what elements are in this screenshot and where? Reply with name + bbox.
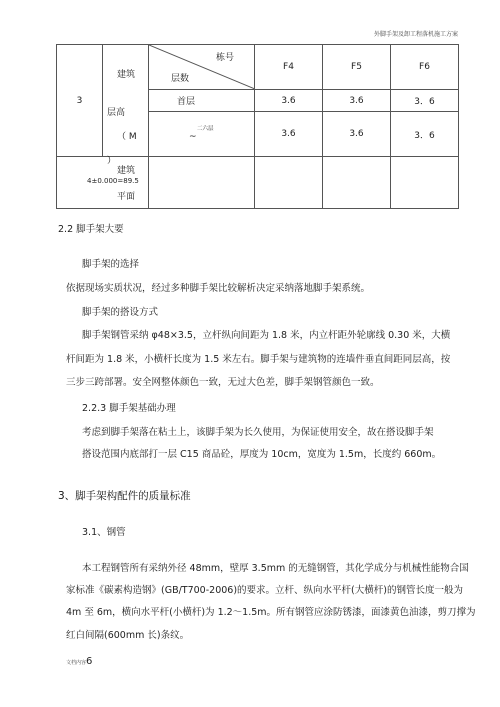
label-plan: 平面 <box>117 192 136 202</box>
label-building-4: 建筑 <box>117 166 136 176</box>
floor1-label: 首层 <box>149 90 255 112</box>
steel-pipe-line-4: 红白间隔(600mm 长)条纹。 <box>66 630 190 641</box>
diagonal-line <box>149 45 255 89</box>
erection-line-2: 杆间距为 1.8 米，小横杆长度为 1.5 米左右。脚手架与建筑物的连墙件垂直间距同层高，按 <box>66 354 451 365</box>
diag-header-building-no: 栋号 <box>215 53 234 63</box>
plan-cell-f4 <box>255 157 323 209</box>
steel-pipe-line-2: 家标准《碳素构造钢》(GB/T700-2006)的要求。立杆、纵向水平杆(大横杆)的钢管长度一般为 <box>66 585 463 596</box>
plan-cell-1 <box>149 157 255 209</box>
section-2-2: 2.2 脚手架大要 <box>58 224 124 235</box>
section-2-2-3: 2.2.3 脚手架基础办理 <box>82 403 176 414</box>
erection-title: 脚手架的搭设方式 <box>82 307 159 318</box>
foundation-line-1: 考虑到脚手架落在粘土上，该脚手架为长久使用，为保证使用安全，故在搭设脚手架 <box>82 427 434 438</box>
section-3-heading: 3、脚手架构配件的质量标准 <box>58 490 191 502</box>
floor2-label: 二六层 ~ <box>149 112 255 157</box>
selection-text: 依据现场实质状况，经过多种脚手架比较解析决定采纳落地脚手架系统。 <box>66 283 371 294</box>
selection-title: 脚手架的选择 <box>82 259 140 270</box>
floor1-f6: 3．6 <box>391 90 459 112</box>
page-number: 6 <box>86 656 93 667</box>
floor2-f6: 3．6 <box>391 112 459 157</box>
col-header-f4: F4 <box>255 45 323 90</box>
steel-pipe-line-3: 4m 至 6m，横向水平杆(小横杆)为 1.2～1.5m。所有钢管应涂防锈漆，面漆黄色油漆，剪刀撑为 <box>66 607 476 618</box>
label-close-paren: ） <box>107 156 117 166</box>
erection-line-3: 三步三跨部署。安全网整体颜色一致，无过大色差，脚手架钢管颜色一致。 <box>66 377 380 388</box>
row-number-3: 3 <box>57 45 103 157</box>
label-building: 建筑 <box>117 70 136 80</box>
page-header: 外脚手架及卸工程落机施工方案 <box>373 31 458 38</box>
plan-cell-f6 <box>391 157 459 209</box>
floor-height-label <box>103 45 149 166</box>
building-floor-height-table <box>56 44 459 209</box>
row-number-4: 4±0.000=89.5 <box>87 177 139 185</box>
footer-prefix: 文档内容 <box>66 660 87 666</box>
diag-header-floors: 层数 <box>171 74 190 84</box>
label-floor-height: 层高 <box>107 108 126 118</box>
col-header-f5: F5 <box>323 45 391 90</box>
label-unit: （ M <box>117 132 137 142</box>
steel-pipe-line-1: 本工程钢管所有采纳外径 48mm，壁厚 3.5mm 的无缝钢管，其化学成分与机械性能物合国 <box>82 563 469 574</box>
floor2-f5: 3.6 <box>323 112 391 157</box>
row-4-label <box>57 157 149 209</box>
elevation-note: ±0.000=89.5 <box>91 177 139 185</box>
diagonal-header-cell <box>149 45 255 90</box>
floor1-f5: 3.6 <box>323 90 391 112</box>
plan-cell-f5 <box>323 157 391 209</box>
page-footer <box>66 656 92 667</box>
foundation-line-2: 搭设范围内底部打一层 C15 商品砼，厚度为 10cm，宽度为 1.5m，长度约 660m。 <box>82 449 442 460</box>
floor2-f4: 3.6 <box>255 112 323 157</box>
floor1-f4: 3.6 <box>255 90 323 112</box>
col-header-f6: F6 <box>391 45 459 90</box>
erection-line-1: 脚手架钢管采纳 φ48×3.5，立杆纵向间距为 1.8 米，内立杆距外轮廓线 0.30 米，大横 <box>82 330 451 341</box>
section-3-1: 3.1、钢管 <box>82 527 126 538</box>
